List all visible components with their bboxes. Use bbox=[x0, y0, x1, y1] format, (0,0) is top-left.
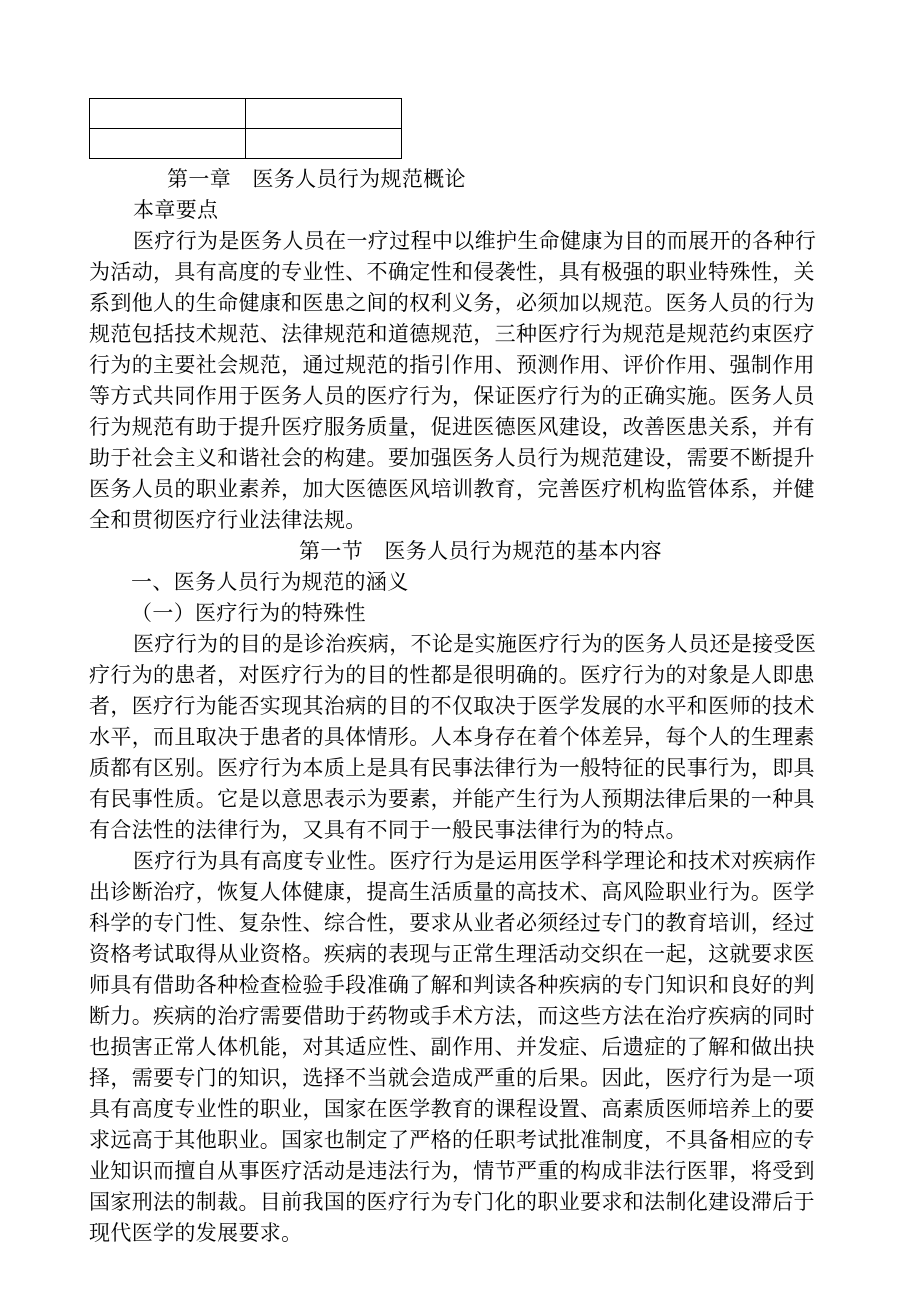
paragraph-line: 断力。疾病的治疗需要借助于药物或手术方法，而这些方法在治疗疾病的同时 bbox=[89, 1004, 815, 1028]
summary-line: 助于社会主义和谐社会的构建。要加强医务人员行为规范建设，需要不断提升 bbox=[89, 446, 815, 470]
paragraph-line: 也损害正常人体机能，对其适应性、副作用、并发症、后遗症的了解和做出抉 bbox=[89, 1035, 815, 1059]
section-title: 第一节 医务人员行为规范的基本内容 bbox=[299, 539, 662, 563]
summary-line: 医疗行为是医务人员在一疗过程中以维护生命健康为目的而展开的各种行 bbox=[133, 229, 817, 253]
paragraph-line: 出诊断治疗，恢复人体健康，提高生活质量的高技术、高风险职业行为。医学 bbox=[89, 880, 815, 904]
chapter-summary bbox=[89, 226, 839, 536]
paragraph-line: 疗行为的患者，对医疗行为的目的性都是很明确的。医疗行为的对象是人即患 bbox=[89, 663, 815, 687]
document-body bbox=[89, 164, 839, 1249]
summary-line: 行为的主要社会规范，通过规范的指引作用、预测作用、评价作用、强制作用 bbox=[89, 353, 815, 377]
summary-line: 系到他人的生命健康和医患之间的权利义务，必须加以规范。医务人员的行为 bbox=[89, 291, 815, 315]
paragraph-line: 医疗行为具有高度专业性。医疗行为是运用医学科学理论和技术对疾病作 bbox=[133, 849, 817, 873]
paragraph-medical-behavior-purpose bbox=[89, 629, 839, 846]
paragraph-line: 师具有借助各种检查检验手段准确了解和判读各种疾病的专门知识和良好的判 bbox=[89, 973, 815, 997]
subsection-heading: 一、医务人员行为规范的涵义 bbox=[131, 570, 409, 594]
table-cell bbox=[90, 129, 246, 159]
summary-line: 行为规范有助于提升医疗服务质量，促进医德医风建设，改善医患关系，并有 bbox=[89, 415, 815, 439]
paragraph-professionalism bbox=[89, 846, 839, 1249]
paragraph-line: 科学的专门性、复杂性、综合性，要求从业者必须经过专门的教育培训，经过 bbox=[89, 911, 815, 935]
table-row bbox=[90, 129, 402, 159]
header-table bbox=[89, 98, 402, 159]
paragraph-line: 现代医学的发展要求。 bbox=[89, 1221, 303, 1245]
summary-line: 医务人员的职业素养，加大医德医风培训教育，完善医疗机构监管体系，并健 bbox=[89, 477, 815, 501]
paragraph-line: 有合法性的法律行为，又具有不同于一般民事法律行为的特点。 bbox=[89, 818, 687, 842]
paragraph-line: 资格考试取得从业资格。疾病的表现与正常生理活动交织在一起，这就要求医 bbox=[89, 942, 815, 966]
paragraph-line: 业知识而擅自从事医疗活动是违法行为，情节严重的构成非法行医罪，将受到 bbox=[89, 1159, 815, 1183]
paragraph-line: 择，需要专门的知识，选择不当就会造成严重的后果。因此，医疗行为是一项 bbox=[89, 1066, 815, 1090]
paragraph-line: 质都有区别。医疗行为本质上是具有民事法律行为一般特征的民事行为，即具 bbox=[89, 756, 815, 780]
paragraph-line: 医疗行为的目的是诊治疾病，不论是实施医疗行为的医务人员还是接受医 bbox=[133, 632, 817, 656]
paragraph-line: 具有高度专业性的职业，国家在医学教育的课程设置、高素质医师培养上的要 bbox=[89, 1097, 815, 1121]
paragraph-line: 有民事性质。它是以意思表示为要素，并能产生行为人预期法律后果的一种具 bbox=[89, 787, 815, 811]
paragraph-line: 国家刑法的制裁。目前我国的医疗行为专门化的职业要求和法制化建设滞后于 bbox=[89, 1190, 815, 1214]
summary-line: 等方式共同作用于医务人员的医疗行为，保证医疗行为的正确实施。医务人员 bbox=[89, 384, 815, 408]
summary-line: 全和贯彻医疗行业法律法规。 bbox=[89, 508, 367, 532]
paragraph-line: 求远高于其他职业。国家也制定了严格的任职考试批准制度，不具备相应的专 bbox=[89, 1128, 815, 1152]
table-cell bbox=[246, 99, 402, 129]
table-cell bbox=[246, 129, 402, 159]
table-cell bbox=[90, 99, 246, 129]
chapter-summary-label: 本章要点 bbox=[133, 198, 219, 222]
table-row bbox=[90, 99, 402, 129]
subsubsection-heading: （一）医疗行为的特殊性 bbox=[131, 601, 366, 625]
summary-line: 为活动，具有高度的专业性、不确定性和侵袭性，具有极强的职业特殊性，关 bbox=[89, 260, 815, 284]
chapter-title: 第一章 医务人员行为规范概论 bbox=[167, 167, 466, 191]
summary-line: 规范包括技术规范、法律规范和道德规范，三种医疗行为规范是规范约束医疗 bbox=[89, 322, 815, 346]
paragraph-line: 者，医疗行为能否实现其治病的目的不仅取决于医学发展的水平和医师的技术 bbox=[89, 694, 815, 718]
paragraph-line: 水平，而且取决于患者的具体情形。人本身存在着个体差异，每个人的生理素 bbox=[89, 725, 815, 749]
